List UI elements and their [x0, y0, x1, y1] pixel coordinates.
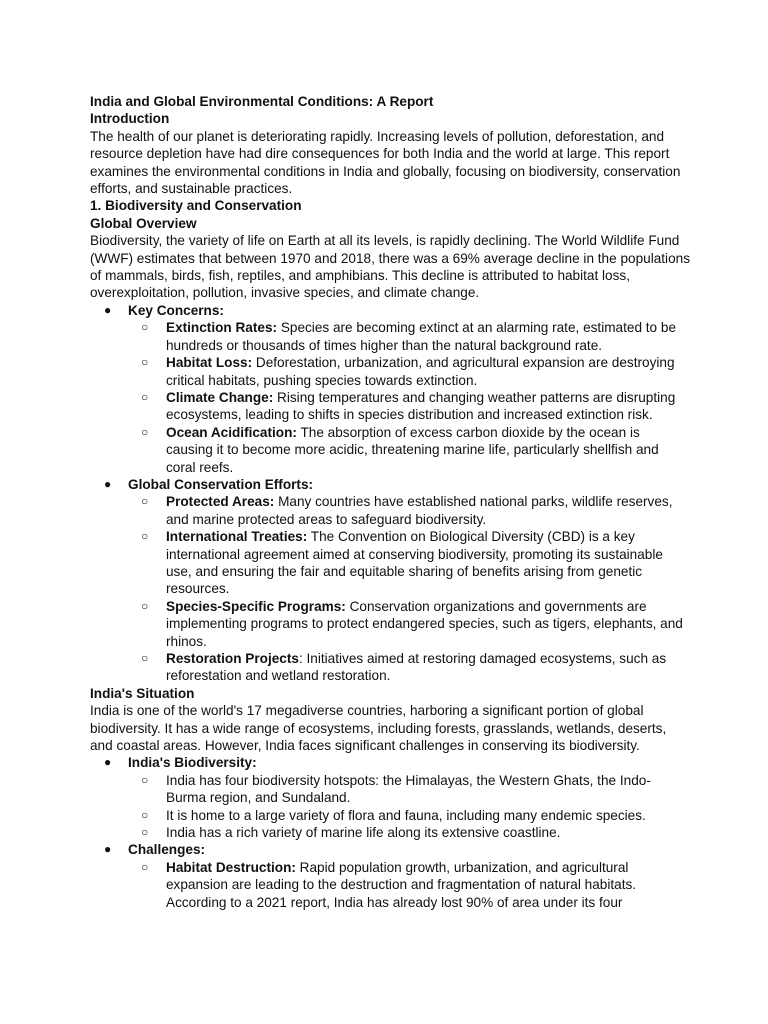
conservation-efforts-item	[90, 476, 690, 685]
list-item-term: Species-Specific Programs:	[166, 598, 346, 614]
list-item-text: Deforestation, urbanization, and agricultural expansion are destroying critical habitats, pushing species towards extinction.	[166, 355, 675, 388]
bullet-filled-icon: ●	[104, 476, 112, 491]
list-item	[90, 354, 690, 389]
list-item	[90, 598, 690, 650]
conservation-efforts-list	[128, 493, 690, 684]
india-biodiversity-label: India's Biodiversity:	[128, 755, 257, 771]
bullet-filled-icon: ●	[104, 302, 112, 317]
list-item	[90, 424, 690, 476]
list-item	[90, 772, 690, 807]
list-item-text: Conservation organizations and governments are implementing programs to protect endangered species, such as tigers, elephants, and rhinos.	[166, 598, 683, 649]
bullet-hollow-icon: ○	[141, 494, 149, 509]
list-item	[90, 528, 690, 598]
list-item-text: The Convention on Biological Diversity (CBD) is a key international agreement aimed at conserving biodiversity, promoting its sustainable use, and ensuring the fair and equitable sharing of benefits arising from genetic resources.	[166, 529, 663, 597]
bullet-hollow-icon: ○	[141, 825, 149, 840]
document-page	[90, 93, 690, 911]
bullet-filled-icon: ●	[104, 842, 112, 857]
list-item	[90, 319, 690, 354]
report-title: India and Global Environmental Conditions: A Report	[90, 94, 434, 109]
challenges-item	[90, 841, 690, 911]
list-item-text: India has four biodiversity hotspots: the Himalayas, the Western Ghats, the Indo-Burma region, and Sundaland.	[166, 772, 651, 806]
key-concerns-list	[128, 319, 690, 476]
list-item-term: Extinction Rates:	[166, 320, 278, 336]
key-concerns-label: Key Concerns:	[128, 302, 224, 318]
list-item-text: : Initiatives aimed at restoring damaged ecosystems, such as reforestation and wetland restoration.	[166, 651, 667, 684]
list-item	[90, 807, 690, 824]
list-item-term: Habitat Loss:	[166, 355, 253, 371]
list-item-term: Climate Change:	[166, 389, 274, 405]
bullet-hollow-icon: ○	[141, 807, 149, 822]
list-item-text: Species are becoming extinct at an alarming rate, estimated to be hundreds or thousands of times higher than the natural background rate.	[166, 320, 677, 353]
list-item-text: Rising temperatures and changing weather patterns are disrupting ecosystems, leading to shifts in species distribution and increased extinction risk.	[166, 389, 676, 423]
list-item	[90, 389, 690, 424]
india-biodiversity-list	[128, 772, 690, 842]
list-item-text: India has a rich variety of marine life along its extensive coastline.	[166, 825, 561, 841]
india-situation-paragraph: India is one of the world's 17 megadiverse countries, harboring a significant portion of global biodiversity. It has a wide range of ecosystems, including forests, grasslands, wetlands, deserts, and coastal areas. However, India faces significant challenges in conserving its biodiversity.	[90, 703, 667, 754]
bullet-filled-icon: ●	[104, 755, 112, 770]
list-item-text: Rapid population growth, urbanization, and agricultural expansion are leading to the destruction and fragmentation of natural habitats. According to a 2021 report, India has already lost 90% of area under its four	[166, 859, 637, 910]
list-item-term: Protected Areas:	[166, 494, 275, 510]
india-biodiversity-item	[90, 754, 690, 841]
list-item	[90, 650, 690, 685]
global-overview-paragraph: Biodiversity, the variety of life on Earth at all its levels, is rapidly declining. The World Wildlife Fund (WWF) estimates that between 1970 and 2018, there was a 69% average decline in the populations of mammals, birds, fish, reptiles, and amphibians. This decline is attributed to habitat loss, overexploitation, pollution, invasive species, and climate change.	[90, 233, 690, 301]
intro-paragraph: The health of our planet is deteriorating rapidly. Increasing levels of pollution, deforestation, and resource depletion have had dire consequences for both India and the world at large. This report examines the environmental conditions in India and globally, focusing on biodiversity, conservation efforts, and sustainable practices.	[90, 128, 681, 197]
bullet-hollow-icon: ○	[141, 772, 149, 787]
global-overview-heading: Global Overview	[90, 215, 197, 231]
bullet-hollow-icon: ○	[141, 389, 149, 404]
bullet-hollow-icon: ○	[141, 424, 149, 439]
list-item-term: Habitat Destruction:	[166, 859, 296, 875]
list-item	[90, 493, 690, 528]
bullet-hollow-icon: ○	[141, 355, 149, 370]
bullet-hollow-icon: ○	[141, 529, 149, 544]
section-1-heading: 1. Biodiversity and Conservation	[90, 198, 302, 214]
global-bullet-list	[90, 302, 690, 685]
list-item-text: Many countries have established national parks, wildlife reserves, and marine protected areas to safeguard biodiversity.	[166, 494, 673, 527]
list-item-text: The absorption of excess carbon dioxide by the ocean is causing it to become more acidic, threatening marine life, particularly shellfish and coral reefs.	[166, 424, 659, 475]
bullet-hollow-icon: ○	[141, 859, 149, 874]
list-item	[90, 824, 690, 841]
india-bullet-list	[90, 754, 690, 911]
india-situation-heading: India's Situation	[90, 685, 195, 701]
challenges-list	[128, 859, 690, 911]
list-item-term: Restoration Projects	[166, 651, 299, 666]
list-item	[90, 859, 690, 911]
key-concerns-item	[90, 302, 690, 476]
conservation-efforts-label: Global Conservation Efforts:	[128, 476, 314, 492]
list-item-term: International Treaties:	[166, 529, 308, 545]
bullet-hollow-icon: ○	[141, 598, 149, 613]
intro-heading: Introduction	[90, 111, 170, 127]
bullet-hollow-icon: ○	[141, 651, 149, 665]
list-item-term: Ocean Acidification:	[166, 424, 297, 440]
bullet-hollow-icon: ○	[141, 320, 149, 335]
list-item-text: It is home to a large variety of flora and fauna, including many endemic species.	[166, 807, 646, 823]
challenges-label: Challenges:	[128, 842, 206, 858]
